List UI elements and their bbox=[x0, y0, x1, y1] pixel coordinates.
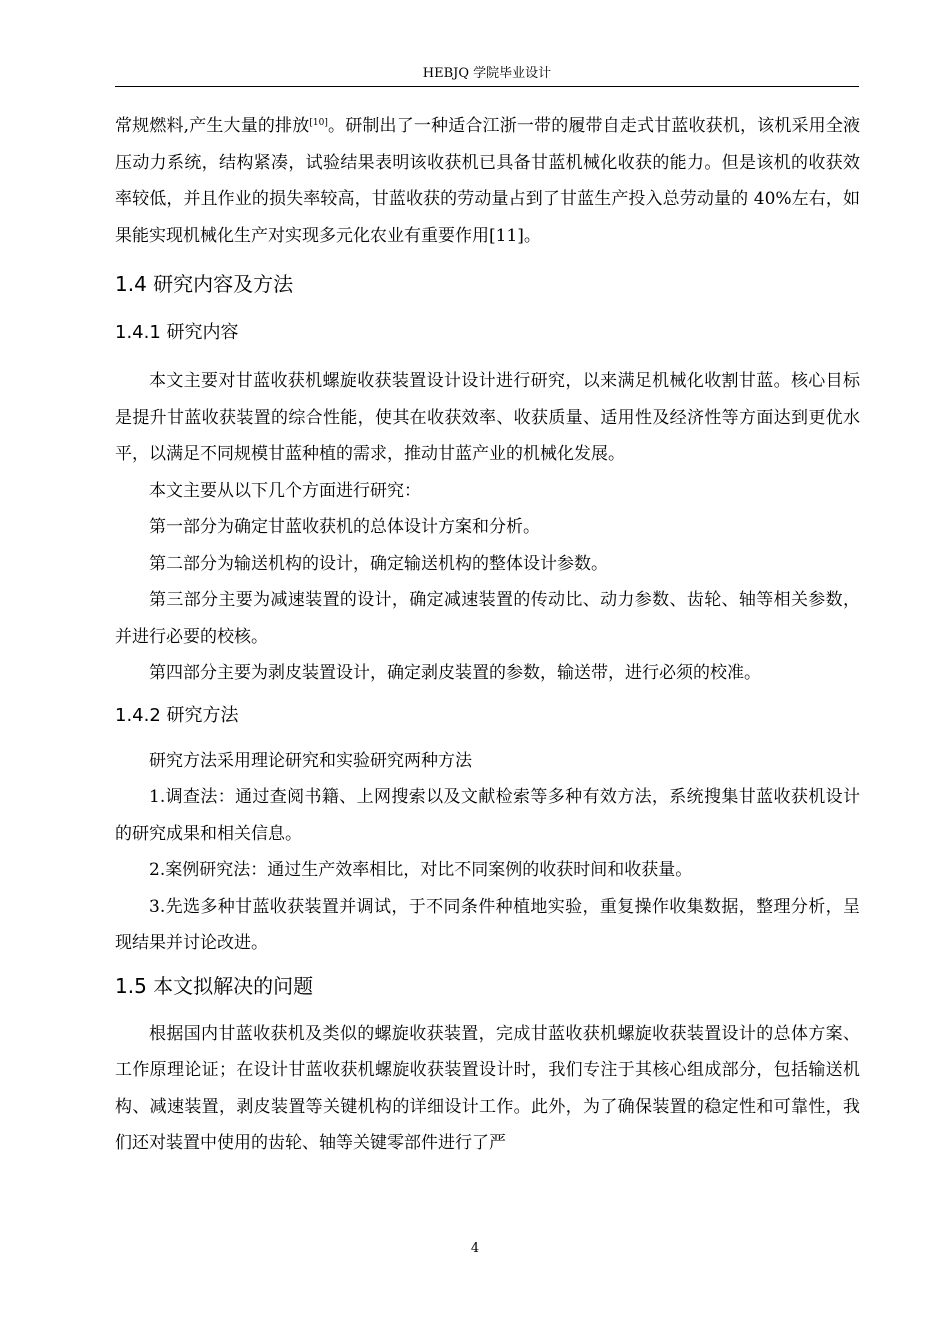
page-footer bbox=[0, 1241, 950, 1257]
page-number: 4 bbox=[470, 1241, 480, 1256]
paragraph: 第二部分为输送机构的设计，确定输送机构的整体设计参数。 bbox=[149, 553, 608, 574]
paragraph: 本文主要从以下几个方面进行研究： bbox=[149, 480, 421, 501]
paragraph: 研究方法采用理论研究和实验研究两种方法 bbox=[149, 750, 472, 771]
header-title: HEBJQ 学院毕业设计 bbox=[422, 66, 552, 81]
section-heading-1-4-1: 1.4.1 研究内容 bbox=[115, 322, 239, 343]
paragraph: 第四部分主要为剥皮装置设计，确定剥皮装置的参数，输送带，进行必须的校准。 bbox=[149, 663, 761, 683]
paragraph: 1.调查法：通过查阅书籍、上网搜索以及文献检索等多种有效方法，系统搜集甘蓝收获机设计的研究成果和相关信息。 bbox=[115, 787, 860, 844]
citation: [10] bbox=[309, 118, 328, 128]
section-heading-1-4: 1.4 研究内容及方法 bbox=[115, 272, 294, 296]
section-heading-1-5: 1.5 本文拟解决的问题 bbox=[115, 973, 314, 998]
document-body bbox=[115, 108, 860, 1162]
section-heading-1-4-2: 1.4.2 研究方法 bbox=[115, 704, 239, 726]
paragraph: 本文主要对甘蓝收获机螺旋收获装置设计设计进行研究，以来满足机械化收割甘蓝。核心目标是提升甘蓝收获装置的综合性能，使其在收获效率、收获质量、适用性及经济性等方面达到更优水平，以满足不同规模甘蓝种植的需求，推动甘蓝产业的机械化发展。 bbox=[115, 371, 860, 464]
paragraph: 3.先选多种甘蓝收获装置并调试，于不同条件种植地实验，重复操作收集数据，整理分析，呈现结果并讨论改进。 bbox=[115, 896, 860, 953]
paragraph: 常规燃料,产生大量的排放[10]。研制出了一种适合江浙一带的履带自走式甘蓝收获机，该机采用全液压动力系统，结构紧凑，试验结果表明该收获机已具备甘蓝机械化收获的能力。但是该机的收获效率较低，并且作业的损失率较高，甘蓝收获的劳动量占到了甘蓝生产投入总劳动量的 40%左右，如果能实现机械化生产对实现多元化农业有重要作用[11]。 bbox=[115, 116, 860, 246]
paragraph: 第一部分为确定甘蓝收获机的总体设计方案和分析。 bbox=[149, 517, 540, 537]
paragraph: 第三部分主要为减速装置的设计，确定减速装置的传动比、动力参数、齿轮、轴等相关参数，并进行必要的校核。 bbox=[115, 590, 860, 647]
page-header bbox=[115, 64, 859, 87]
paragraph: 根据国内甘蓝收获机及类似的螺旋收获装置，完成甘蓝收获机螺旋收获装置设计的总体方案、工作原理论证；在设计甘蓝收获机螺旋收获装置设计时，我们专注于其核心组成部分，包括输送机构、减速装置，剥皮装置等关键机构的详细设计工作。此外，为了确保装置的稳定性和可靠性，我们还对装置中使用的齿轮、轴等关键零部件进行了严 bbox=[115, 1023, 860, 1153]
paragraph: 2.案例研究法：通过生产效率相比，对比不同案例的收获时间和收获量。 bbox=[149, 860, 693, 880]
